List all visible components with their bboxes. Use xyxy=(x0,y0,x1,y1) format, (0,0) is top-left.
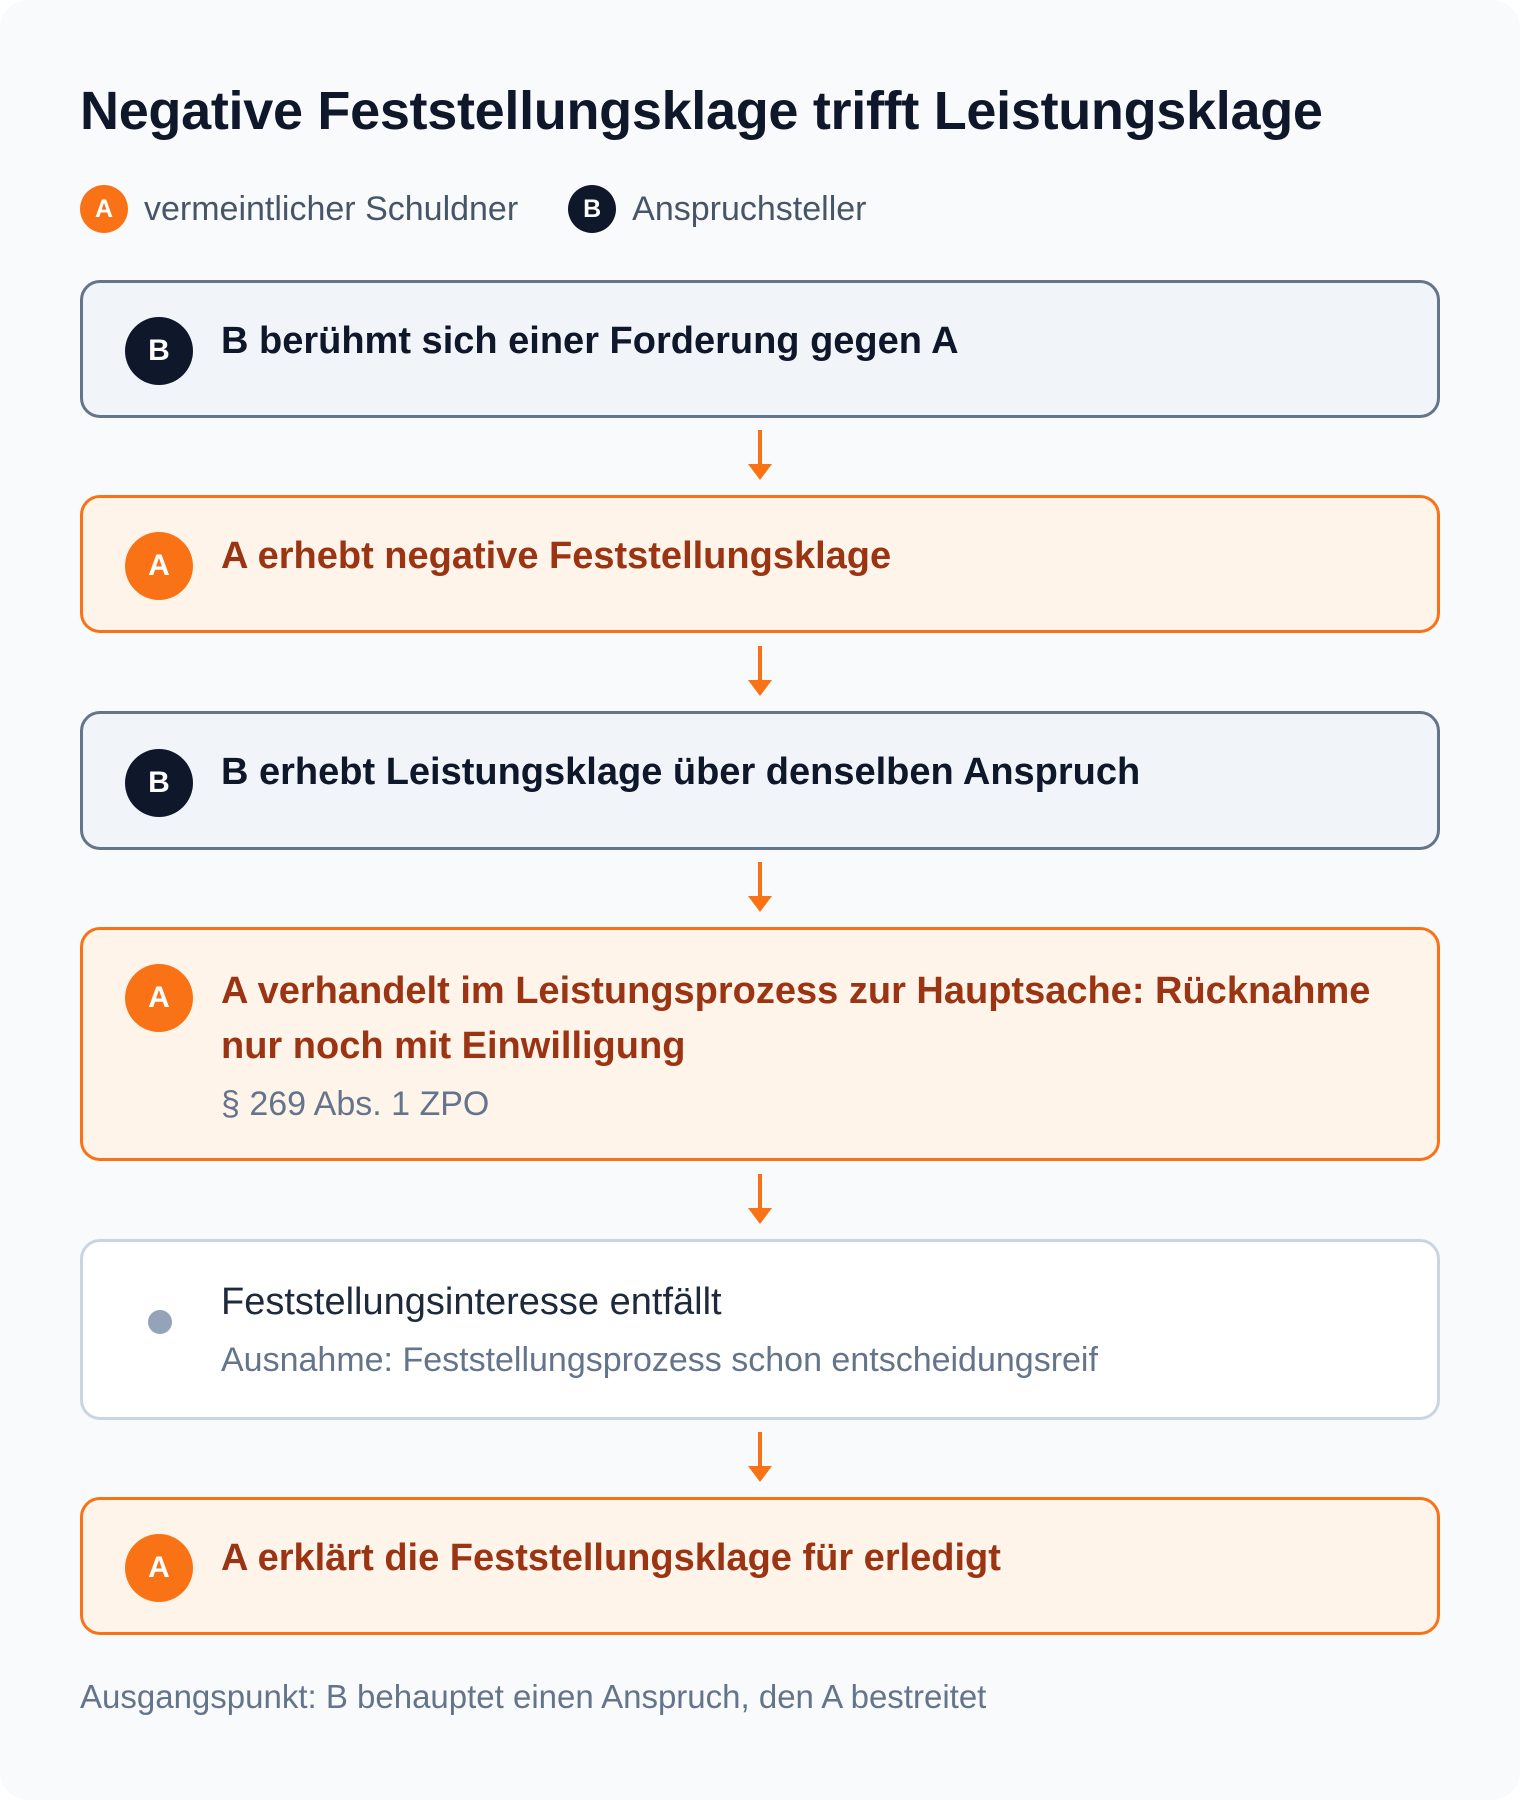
diagram-title: Negative Feststellungsklage trifft Leistungsklage xyxy=(80,81,1323,141)
arrow-down-icon xyxy=(744,646,776,698)
arrow-down-icon xyxy=(744,430,776,482)
legend-item-a xyxy=(80,185,518,233)
legend-label-a: vermeintlicher Schuldner xyxy=(144,189,519,228)
legend-label-b: Anspruchsteller xyxy=(632,189,867,228)
step-4-box xyxy=(80,927,1440,1161)
arrow-down-icon xyxy=(744,1174,776,1226)
step-6-box xyxy=(80,1497,1440,1635)
step-1-text: B berühmt sich einer Forderung gegen A xyxy=(221,320,959,362)
step-6-text: A erklärt die Feststellungsklage für erledigt xyxy=(221,1537,1001,1579)
footer-note: Ausgangspunkt: B behauptet einen Anspruch, den A bestreitet xyxy=(80,1678,987,1715)
legend xyxy=(80,184,917,234)
step-5-box xyxy=(80,1239,1440,1420)
arrow-down-icon xyxy=(744,862,776,914)
step-1-box xyxy=(80,280,1440,418)
step-3-box xyxy=(80,711,1440,850)
party-badge-a: A xyxy=(125,532,193,600)
bullet-dot-icon xyxy=(148,1310,172,1334)
party-badge-b: B xyxy=(125,317,193,385)
step-5-exception: Ausnahme: Feststellungsprozess schon entscheidungsreif xyxy=(221,1341,1098,1379)
legend-badge-a: A xyxy=(80,185,128,233)
party-badge-a: A xyxy=(125,1534,193,1602)
legend-item-b xyxy=(568,185,866,233)
step-3-text: B erhebt Leistungsklage über denselben Anspruch xyxy=(221,751,1141,793)
party-badge-b: B xyxy=(125,749,193,817)
legend-badge-b: B xyxy=(568,185,616,233)
party-badge-a: A xyxy=(125,964,193,1032)
arrow-down-icon xyxy=(744,1432,776,1484)
step-4-text: A verhandelt im Leistungsprozess zur Hauptsache: Rücknahme nur noch mit Einwilligung xyxy=(221,970,1371,1067)
step-2-box xyxy=(80,495,1440,633)
step-2-text: A erhebt negative Feststellungsklage xyxy=(221,535,892,577)
step-5-text: Feststellungsinteresse entfällt xyxy=(221,1281,722,1323)
step-4-reference: § 269 Abs. 1 ZPO xyxy=(221,1085,490,1123)
